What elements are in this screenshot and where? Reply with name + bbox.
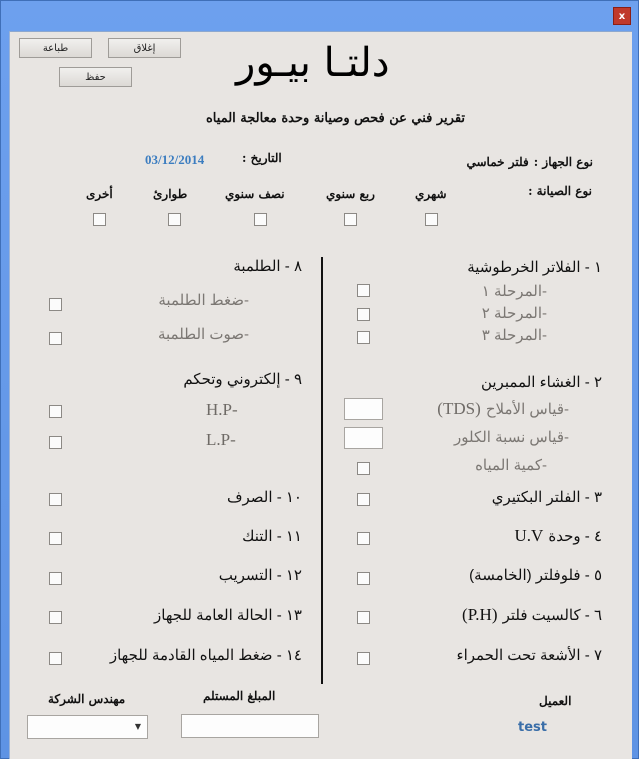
report-subtitle: تقرير فني عن فحص وصيانة وحدة معالجة المياه xyxy=(206,111,466,126)
section-5-checkbox[interactable] xyxy=(357,572,370,585)
maintenance-option-emergency-label: طوارئ xyxy=(153,187,188,201)
section-2-tds-unit: (TDS) xyxy=(437,399,481,418)
title-bar[interactable] xyxy=(1,1,639,31)
section-6-checkbox[interactable] xyxy=(357,611,370,624)
device-type-row xyxy=(467,151,594,170)
section-1-stage-1-label: -المرحلة ١ xyxy=(481,283,547,300)
chevron-down-icon[interactable]: ▼ xyxy=(134,722,141,731)
chlorine-input[interactable] xyxy=(344,427,383,449)
section-5-title: ٥ - فلوفلتر (الخامسة) xyxy=(469,567,602,584)
section-13-title: ١٣ - الحالة العامة للجهاز xyxy=(154,607,302,624)
device-type-label: نوع الجهاز : xyxy=(533,155,593,169)
section-10-title: ١٠ - الصرف xyxy=(226,489,302,506)
maintenance-emergency-checkbox[interactable] xyxy=(168,213,181,226)
section-9-lp-label: L.P- xyxy=(206,430,236,449)
section-8-pressure-label: -ضغط الطلمبة xyxy=(158,292,249,309)
form-body xyxy=(9,31,632,759)
section-7-title: ٧ - الأشعة تحت الحمراء xyxy=(456,647,602,664)
section-1-stage-2-label: -المرحلة ٢ xyxy=(481,305,547,322)
maintenance-option-monthly-label: شهري xyxy=(415,187,447,201)
section-14-checkbox[interactable] xyxy=(49,652,62,665)
section-2-tds-row xyxy=(437,399,569,419)
section-9-title: ٩ - إلكتروني وتحكم xyxy=(183,371,302,388)
section-3-title: ٣ - الفلتر البكتيري xyxy=(491,489,602,506)
section-8-sound-checkbox[interactable] xyxy=(49,332,62,345)
maintenance-semiannual-checkbox[interactable] xyxy=(254,213,267,226)
close-form-button[interactable]: إغلاق xyxy=(108,38,181,58)
section-2-tds-label: -قياس الأملاح xyxy=(485,401,569,418)
column-divider xyxy=(321,257,323,684)
amount-received-label: المبلغ المستلم xyxy=(203,689,276,703)
save-button[interactable]: حفظ xyxy=(59,67,132,87)
section-12-checkbox[interactable] xyxy=(49,572,62,585)
section-4-checkbox[interactable] xyxy=(357,532,370,545)
section-12-title: ١٢ - التسريب xyxy=(218,567,302,584)
section-3-checkbox[interactable] xyxy=(357,493,370,506)
section-11-title: ١١ - التنك xyxy=(242,528,302,545)
section-9-hp-label: H.P- xyxy=(206,400,238,419)
section-1-stage-1-checkbox[interactable] xyxy=(357,284,370,297)
close-icon: x xyxy=(618,10,626,22)
section-4-title: ٤ - وحدة xyxy=(548,528,602,545)
date-label: التاريخ : xyxy=(242,151,282,165)
section-6-ph: (P.H) xyxy=(462,605,498,624)
section-13-checkbox[interactable] xyxy=(49,611,62,624)
section-9-hp-checkbox[interactable] xyxy=(49,405,62,418)
maintenance-option-other-label: أخرى xyxy=(86,187,113,201)
section-4-row xyxy=(514,526,602,546)
client-label: العميل xyxy=(539,694,572,708)
amount-received-input[interactable] xyxy=(181,714,319,738)
maintenance-monthly-checkbox[interactable] xyxy=(425,213,438,226)
section-2-chlorine-label: -قياس نسبة الكلور xyxy=(453,429,569,446)
maintenance-option-semiannual-label: نصف سنوي xyxy=(225,187,285,201)
engineer-dropdown[interactable] xyxy=(27,715,148,739)
section-6-title: ٦ - كالسيت فلتر xyxy=(502,607,602,624)
section-14-title: ١٤ - ضغط المياه القادمة للجهاز xyxy=(109,647,302,664)
section-11-checkbox[interactable] xyxy=(49,532,62,545)
tds-input[interactable] xyxy=(344,398,383,420)
window-close-button[interactable] xyxy=(613,7,631,25)
maintenance-option-quarterly-label: ربع سنوي xyxy=(326,187,375,201)
section-7-checkbox[interactable] xyxy=(357,652,370,665)
section-2-title: ٢ - الغشاء الممبرين xyxy=(480,374,602,391)
brand-title: دلتـا بيـور xyxy=(236,40,390,86)
print-button[interactable]: طباعة xyxy=(19,38,92,58)
section-4-uv: U.V xyxy=(514,526,544,545)
section-1-stage-2-checkbox[interactable] xyxy=(357,308,370,321)
device-type-value: فلتر خماسي xyxy=(466,155,529,169)
maintenance-quarterly-checkbox[interactable] xyxy=(344,213,357,226)
section-6-row xyxy=(462,605,602,625)
client-value: test xyxy=(518,720,547,735)
section-2-water-qty-label: -كمية المياه xyxy=(475,457,547,474)
maintenance-type-label: نوع الصيانة : xyxy=(528,184,592,198)
section-8-sound-label: -صوت الطلمبة xyxy=(157,326,249,343)
engineer-label: مهندس الشركة xyxy=(48,692,126,706)
section-8-title: ٨ - الطلمبة xyxy=(233,258,302,275)
section-1-stage-3-label: -المرحلة ٣ xyxy=(481,327,547,344)
maintenance-other-checkbox[interactable] xyxy=(93,213,106,226)
section-10-checkbox[interactable] xyxy=(49,493,62,506)
date-value: 03/12/2014 xyxy=(145,152,205,167)
section-9-lp-checkbox[interactable] xyxy=(49,436,62,449)
section-8-pressure-checkbox[interactable] xyxy=(49,298,62,311)
section-1-stage-3-checkbox[interactable] xyxy=(357,331,370,344)
section-1-title: ١ - الفلاتر الخرطوشية xyxy=(467,259,602,276)
section-2-water-qty-checkbox[interactable] xyxy=(357,462,370,475)
